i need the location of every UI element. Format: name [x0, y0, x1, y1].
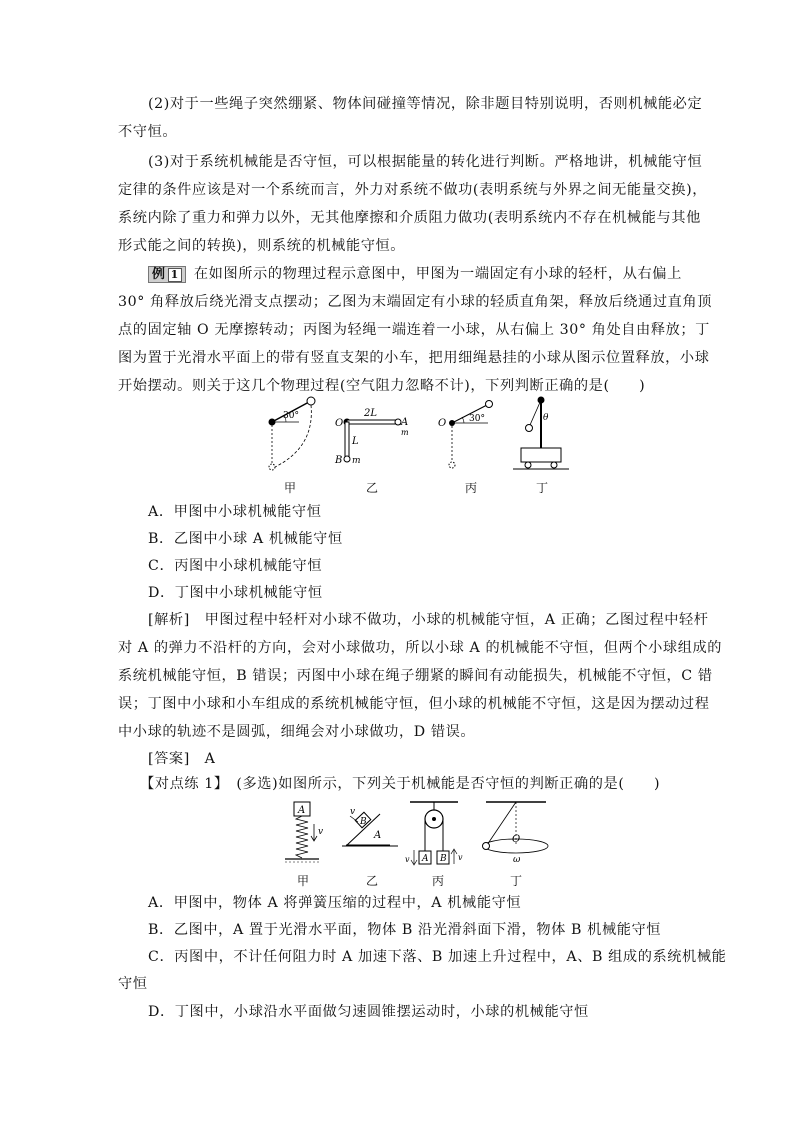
figure1-label-bing: 丙 — [465, 481, 478, 495]
figure2-label-yi: 乙 — [366, 874, 379, 888]
analysis-line4: 误；丁图中小球和小车组成的系统机械能守恒，但小球的机械能不守恒，这是因为摆动过程 — [118, 696, 710, 712]
practice1-option-c: C．丙图中，不计任何阻力时 A 加速下落、B 加速上升过程中，A、B 组成的系统机械能 — [148, 949, 727, 965]
intro-p3-line1: (3)对于系统机械能是否守恒，可以根据能量的转化进行判断。严格地讲，机械能守恒 — [148, 154, 703, 170]
svg-text:B: B — [440, 854, 447, 864]
svg-text:v: v — [318, 827, 324, 837]
figure1-label-ding: 丁 — [536, 481, 549, 495]
figure-bing — [438, 401, 493, 469]
example1-line1: 例 1 在如图所示的物理过程示意图中，甲图为一端固定有小球的轻杆，从右偏上 — [148, 264, 682, 284]
example1-option-b: B．乙图中小球 A 机械能守恒 — [148, 531, 343, 547]
example1-line2: 30° 角释放后绕光滑支点摆动；乙图为末端固定有小球的轻质直角架，释放后绕通过直角顶 — [118, 294, 712, 310]
svg-text:B: B — [335, 455, 343, 466]
svg-text:30°: 30° — [469, 414, 485, 424]
practice1-title: 【对点练 1】 (多选)如图所示，下列关于机械能是否守恒的判断正确的是( ) — [140, 776, 661, 792]
practice1-option-a: A．甲图中，物体 A 将弹簧压缩的过程中，A 机械能守恒 — [148, 895, 522, 911]
svg-text:O: O — [438, 418, 447, 429]
p-figure-bing — [405, 802, 463, 865]
svg-text:A: A — [374, 830, 382, 841]
svg-text:v: v — [405, 855, 410, 864]
svg-text:2L: 2L — [364, 408, 378, 419]
example1-option-a: A．甲图中小球机械能守恒 — [148, 504, 322, 520]
example-tag: 例 1 — [148, 266, 186, 283]
svg-text:30°: 30° — [283, 411, 299, 421]
practice1-option-b: B．乙图中，A 置于光滑水平面，物体 B 沿光滑斜面下滑，物体 B 机械能守恒 — [148, 922, 662, 938]
example1-line3: 点的固定轴 O 无摩擦转动；丙图为轻绳一端连着一小球，从右偏上 30° 角处自由释放；丁 — [118, 322, 710, 338]
svg-text:A: A — [422, 854, 429, 864]
analysis-line3: 系统机械能守恒，B 错误；丙图中小球在绳子绷紧的瞬间有动能损失，机械能不守恒，C 错 — [118, 668, 713, 684]
practice1-option-c-cont: 守恒 — [118, 976, 148, 992]
analysis-line2: 对 A 的弹力不沿杆的方向，会对小球做功，所以小球 A 的机械能不守恒，但两个小球组成的 — [118, 640, 723, 656]
analysis-line1: [解析] 甲图过程中轻杆对小球不做功，小球的机械能守恒，A 正确；乙图过程中轻杆 — [148, 612, 709, 628]
practice1-figure — [280, 800, 570, 872]
svg-text:O: O — [335, 418, 344, 429]
svg-text:O: O — [512, 834, 521, 845]
svg-text:m: m — [401, 428, 409, 437]
p-figure-jia — [285, 802, 323, 862]
example1-option-d: D．丁图中小球机械能守恒 — [148, 585, 323, 601]
intro-p3-line3: 系统内除了重力和弹力以外，无其他摩擦和介质阻力做功(表明系统内不存在机械能与其他 — [118, 210, 701, 226]
svg-text:A: A — [401, 417, 409, 428]
p-figure-ding — [483, 802, 549, 865]
intro-p2-line1: (2)对于一些绳子突然绷紧、物体间碰撞等情况，除非题目特别说明，否则机械能必定 — [148, 96, 703, 112]
svg-text:m: m — [352, 456, 361, 466]
svg-text:A: A — [298, 805, 306, 816]
svg-text:v: v — [458, 853, 463, 862]
answer-line: [答案] A — [148, 751, 216, 767]
example1-line4: 图为置于光滑水平面上的带有竖直支架的小车，把用细绳悬挂的小球从图示位置释放，小球 — [118, 350, 710, 366]
figure1-label-jia: 甲 — [284, 481, 297, 495]
example1-line5: 开始摆动。则关于这几个物理过程(空气阻力忽略不计)，下列判断正确的是( ) — [118, 378, 646, 394]
figure1-label-yi: 乙 — [366, 481, 379, 495]
intro-p3-line2: 定律的条件应该是对一个系统而言，外力对系统不做功(表明系统与外界之间无能量交换)， — [118, 182, 707, 198]
svg-text:B: B — [360, 817, 367, 827]
practice1-option-d: D．丁图中，小球沿水平面做匀速圆锥摆运动时，小球的机械能守恒 — [148, 1004, 589, 1020]
figure-yi — [334, 408, 409, 466]
svg-text:θ: θ — [543, 413, 549, 423]
figure-jia — [269, 397, 316, 470]
example1-option-c: C．丙图中小球机械能守恒 — [148, 558, 323, 574]
svg-text:L: L — [352, 436, 359, 447]
p-figure-yi — [342, 807, 398, 846]
figure2-label-ding: 丁 — [510, 874, 523, 888]
example1-figure — [255, 392, 575, 498]
figure-ding — [513, 397, 569, 470]
figure2-label-bing: 丙 — [432, 874, 445, 888]
figure2-label-jia: 甲 — [297, 874, 310, 888]
intro-p3-line4: 形式能之间的转换)，则系统的机械能守恒。 — [118, 238, 406, 254]
svg-text:ω: ω — [513, 855, 521, 865]
svg-text:v: v — [350, 807, 356, 817]
analysis-line5: 中小球的轨迹不是圆弧，细绳会对小球做功，D 错误。 — [118, 724, 476, 740]
intro-p2-line2: 不守恒。 — [118, 124, 178, 140]
